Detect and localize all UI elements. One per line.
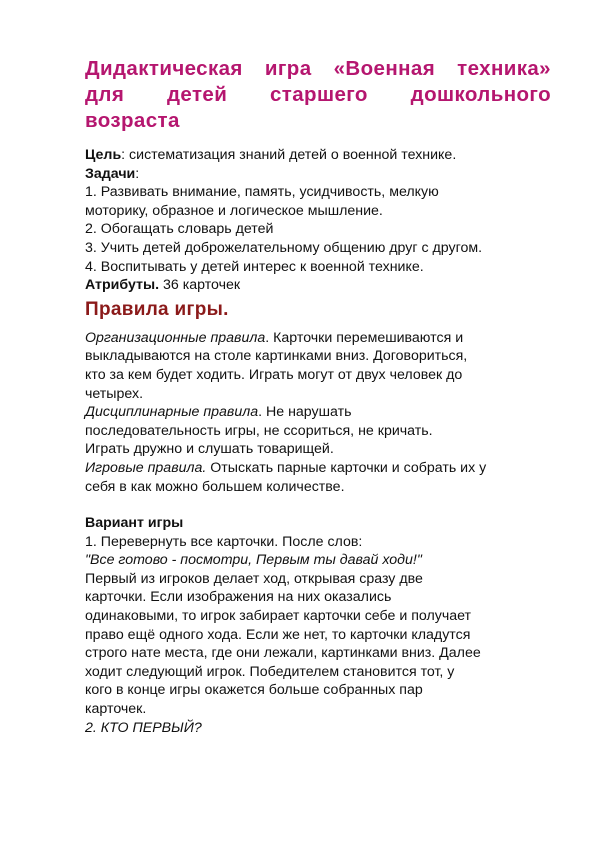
document-title (85, 56, 551, 134)
task-line: 1. Развивать внимание, память, усидчивость, мелкую (85, 184, 439, 201)
disc-rules-line: последовательность игры, не ссориться, не кричать. (85, 422, 433, 439)
disc-rules-line: Играть дружно и слушать товарищей. (85, 441, 334, 458)
variant-step-2: 2. КТО ПЕРВЫЙ? (85, 719, 202, 736)
variant-line: карточки. Если изображения на них оказались (85, 589, 392, 606)
variant-line: карточек. (85, 701, 147, 718)
org-rules-line: четырех. (85, 385, 144, 402)
task-line: 2. Обогащать словарь детей (85, 221, 274, 238)
attributes-label: Атрибуты. (85, 277, 160, 294)
variant-quote: "Все готово - посмотри, Первым ты давай ходи!" (85, 552, 422, 569)
variant-line: Первый из игроков делает ход, открывая сразу две (85, 570, 423, 587)
disc-rules-line (85, 403, 551, 422)
task-line: моторику, образное и логическое мышление. (85, 202, 383, 219)
attributes-paragraph (85, 276, 551, 295)
org-rules-line (85, 329, 551, 348)
game-rules-text: Отыскать парные карточки и собрать их у (206, 459, 487, 476)
disc-rules-label: Дисциплинарные правила (85, 404, 259, 421)
org-rules-text: . Карточки перемешиваются и (265, 329, 464, 346)
attributes-text: 36 карточек (159, 277, 241, 294)
tasks-colon: : (135, 165, 140, 182)
variant-heading: Вариант игры (85, 515, 184, 532)
variant-line: кого в конце игры окажется больше собранных пар (85, 682, 423, 699)
variant-line: строго нате места, где они лежали, картинками вниз. Далее (85, 645, 481, 662)
goal-label: Цель (85, 147, 122, 163)
title-line-3: возраста (85, 109, 180, 132)
variant-line: одинаковыми, то игрок забирает карточки себе и получает (85, 608, 472, 625)
goal-text: : систематизация знаний детей о военной технике. (121, 147, 457, 163)
task-line: 3. Учить детей доброжелательному общению друг с другом. (85, 239, 483, 256)
variant-line: ходит следующий игрок. Победителем становится тот, у (85, 663, 455, 680)
variant-line: право ещё одного хода. Если же нет, то карточки кладутся (85, 626, 471, 643)
disc-rules-text: . Не нарушать (258, 404, 352, 421)
tasks-heading (85, 165, 551, 184)
paragraph-spacer (85, 496, 551, 514)
task-line: 4. Воспитывать у детей интерес к военной технике. (85, 258, 424, 275)
title-line-2: для детей старшего дошкольного (85, 83, 551, 106)
game-rules-line: себя в как можно большем количестве. (85, 478, 345, 495)
variant-step-1: 1. Перевернуть все карточки. После слов: (85, 533, 363, 550)
org-rules-line: кто за кем будет ходить. Играть могут от двух человек до (85, 366, 463, 383)
org-rules-line: выкладываются на столе картинками вниз. Договориться, (85, 348, 468, 365)
org-rules-label: Организационные правила (85, 329, 266, 346)
rules-heading: Правила игры. (85, 298, 229, 320)
tasks-label: Задачи (85, 165, 136, 182)
game-rules-label: Игровые правила. (85, 459, 207, 476)
game-rules-line (85, 459, 551, 478)
document-page (85, 56, 551, 737)
goal-paragraph (85, 146, 551, 165)
title-line-1: Дидактическая игра «Военная техника» (85, 57, 551, 80)
